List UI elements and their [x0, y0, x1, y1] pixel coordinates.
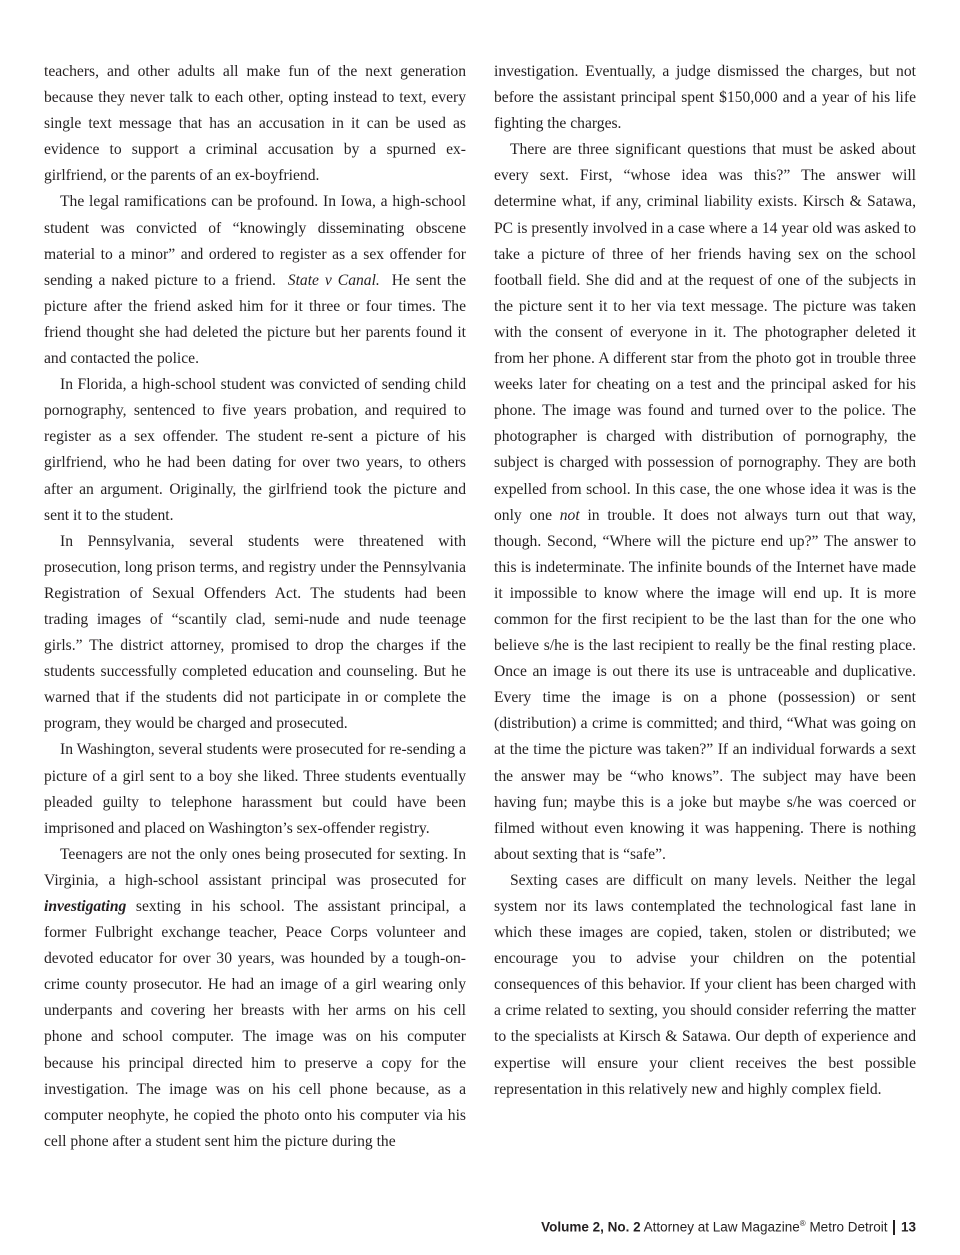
paragraph: In Pennsylvania, several students were threatened with prosecution, long prison terms, and registry under the Pennsylvania Registration of Sexual Offenders Act. The students had been trading images of “scantily clad, semi-nude and nude teenage girls.” The district attorney, promised to drop the charges if the students successfully completed education and counseling. But he warned that if the students did not participate in or complete the program, they would be charged and prosecuted. [44, 532, 466, 733]
paragraph: In Florida, a high-school student was convicted of sending child pornography, sentenced to five years probation, and required to register as a sex offender. The student re-sent a picture of his girlfriend, who he had been dating for over two years, to others after an argument. Originally, the girlfriend took the picture and sent it to the student. [44, 376, 466, 524]
registered-mark: ® [799, 1219, 806, 1228]
emphasized-word: investigating [44, 898, 127, 915]
paragraph: investigation. Eventually, a judge dismissed the charges, but not before the assistant principal spent $150,000 and a year of his life fighting the charges. [494, 63, 916, 133]
paragraph: The legal ramifications can be profound. In Iowa, a high-school student was convicted of “knowingly disseminating obscene material to a minor” and ordered to register as a sex offender for sending a naked picture to a friend. State v Canal. He sent the picture after the friend asked him for it three or four times. The friend thought she had deleted the picture but her parents found it and contacted the police. [44, 193, 467, 368]
paragraph: teachers, and other adults all make fun of the next generation because they never talk to each other, opting instead to text, every single text message that has an accusation in it can be used as evidence to support a criminal accusation by a spurned ex-girlfriend, or the parents of an ex-boyfriend. [44, 63, 466, 185]
page-footer [541, 1219, 916, 1235]
footer-divider [893, 1220, 895, 1235]
paragraph: Sexting cases are difficult on many levels. Neither the legal system nor its laws contemplated the technological fast lane in which these images are copied, taken, stolen or distributed; we encourage you to advise your children on the potential consequences of this behavior. If your client has been charged with a crime related to sexting, you should consider referring the matter to the specialists at Kirsch & Satawa. Our depth of experience and expertise will ensure your client receives the best possible representation in this relatively new and highly complex field. [494, 871, 916, 1098]
edition-name: Metro Detroit [809, 1219, 888, 1235]
paragraph: There are three significant questions that must be asked about every sext. First, “whose idea was this?” The answer will determine what, if any, criminal liability exists. Kirsch & Satawa, PC is presently involved in a case where a 14 year old was asked to take a picture of three of her friends having sex on the school football field. She did and at the request of one of the subjects in the picture sent it to her via text message. The picture was taken with the consent of everyone in it. The photographer deleted it from her phone. A different star from the photo got in trouble three weeks later for cheating on a test and the principal asked for his phone. The image was found and turned over to the police. The photographer is charged with distribution of pornography, the subject is charged with possession of pornography. They are both expelled from school. In this case, the one whose idea it was is the only one not in trouble. It does not always turn out that way, though. Second, “Where will the picture end up?” The answer to this is indeterminate. The infinite bounds of the Internet have made it impossible to know where the image will end up. It is more common for the first recipient to be the last than for the one who believe s/he is the last recipient to really be the final resting place. Once an image is out there its use is untraceable and duplicative. Every time the image is on a phone (possession) or sent (distribution) a crime is committed; and third, “What was going on at the time the picture was taken?” If an individual forwards a sext the answer may be “who knows”. The subject may have been having fun; maybe this is a joke but maybe s/he was coerced or filmed without even knowing it was happening. There is nothing about sexting that is “safe”. [494, 141, 916, 863]
volume-label: Volume 2, No. 2 [541, 1219, 641, 1235]
page-number: 13 [900, 1219, 916, 1235]
right-column [494, 59, 916, 1103]
left-column [44, 59, 466, 1155]
case-citation: State v Canal. [287, 271, 380, 289]
paragraph: In Washington, several students were prosecuted for re-sending a picture of a girl sent to a boy she liked. Three students eventually pleaded guilty to telephone harassment but could have been imprisoned and placed on Washington’s sex-offender registry. [44, 741, 466, 837]
emphasized-word: not [559, 506, 580, 524]
paragraph: Teenagers are not the only ones being prosecuted for sexting. In Virginia, a high-school assistant principal was prosecuted for investigating sexting in his school. The assistant principal, a former Fulbright exchange teacher, Peace Corps volunteer and devoted educator for over 30 years, was hounded by a tough-on-crime county prosecutor. He had an image of a girl wearing only underpants and covering her breasts with her arms on his cell phone and school computer. The image was on his computer because his principal directed him to preserve a copy for the investigation. The image was on his cell phone because, as a computer neophyte, he copied the photo onto his computer via his cell phone after a student sent him the picture during the [44, 845, 466, 1150]
magazine-name: Attorney at Law Magazine [643, 1219, 800, 1235]
